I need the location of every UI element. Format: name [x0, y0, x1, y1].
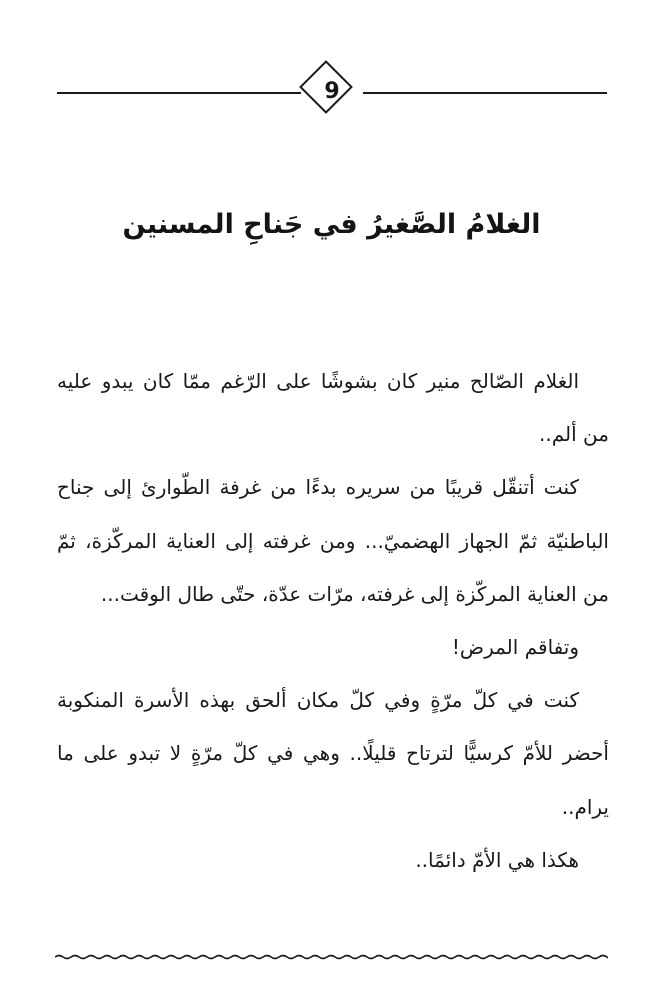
chapter-title: الغلامُ الصَّغيرُ في جَناحِ المسنين [122, 209, 541, 240]
chapter-number: 9 [324, 79, 340, 104]
footer-wave-divider [55, 950, 608, 964]
paragraph: هكذا هي الأمّ دائمًا.. [415, 847, 579, 872]
paragraph: كنت أتنقّل قريبًا من سريره بدءًا من غرفة الطّوارئ إلى جناح الباطنيّة ثمّ الجهاز الهضميّ... ومن غرفته إلى العناية المركّزة، ثمّ من العناية المركّزة إلى غرفته، مرّات عدّة، حتّى طال الوقت... [57, 475, 609, 606]
chapter-body [57, 355, 609, 887]
header-rule-right [363, 92, 607, 94]
paragraph: الغلام الصّالح منير كان بشوشًا على الرّغم ممّا كان يبدو عليه من ألم.. [57, 369, 609, 447]
paragraph: كنت في كلّ مرّةٍ وفي كلّ مكان ألحق بهذه الأسرة المنكوبة أحضر للأمّ كرسيًّا لترتاح قليلًا.. وهي في كلّ مرّةٍ لا تبدو على ما يرام.. [57, 688, 609, 819]
paragraph: وتفاقم المرض! [451, 635, 579, 660]
chapter-header [57, 62, 607, 124]
header-rule-left [57, 92, 301, 94]
